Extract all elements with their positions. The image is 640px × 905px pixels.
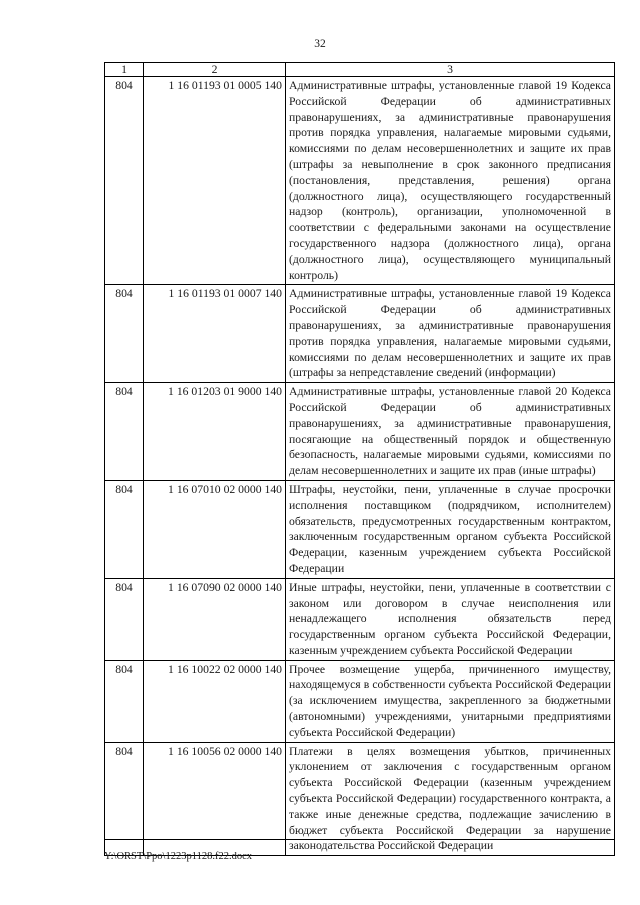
admin-code-cell: 804 bbox=[105, 480, 144, 578]
file-path-footer: Y:\ORST\Ppo\1223p1128.f22.docx bbox=[104, 851, 252, 862]
admin-code-cell: 804 bbox=[105, 660, 144, 742]
table-row bbox=[105, 77, 615, 285]
revenue-codes-table bbox=[104, 62, 615, 856]
header-col-1: 1 bbox=[105, 63, 144, 77]
description-cell: Иные штрафы, неустойки, пени, уплаченные в соответствии с законом или договором в случае неисполнения или ненадлежащего исполнения обязательств перед государственным органом субъекта Российской Федерации, казенным учреждением субъекта Российской Федерации bbox=[286, 578, 615, 660]
description-cell: Административные штрафы, установленные главой 20 Кодекса Российской Федерации об административных правонарушениях, за административные правонарушения, посягающие на общественный порядок и общественную безопасность, налагаемые мировыми судьями, комиссиями по делам несовершеннолетних и защите их прав (иные штрафы) bbox=[286, 383, 615, 481]
table-row bbox=[105, 285, 615, 383]
description-cell: Административные штрафы, установленные главой 19 Кодекса Российской Федерации об административных правонарушениях, за административные правонарушения против порядка управления, налагаемые мировыми судьями, комиссиями по делам несовершеннолетних и защите их прав (штрафы за непредставление сведений (информации) bbox=[286, 285, 615, 383]
header-col-3: 3 bbox=[286, 63, 615, 77]
description-cell: Штрафы, неустойки, пени, уплаченные в случае просрочки исполнения поставщиком (подрядчиком, исполнителем) обязательств, предусмотренных государственным контрактом, заключенным государственным органом субъекта Российской Федерации, казенным учреждением субъекта Российской Федерации bbox=[286, 480, 615, 578]
revenue-code-cell: 1 16 01193 01 0007 140 bbox=[144, 285, 286, 383]
table-row bbox=[105, 742, 615, 856]
table-header-row bbox=[105, 63, 615, 77]
header-col-2: 2 bbox=[144, 63, 286, 77]
description-cell: Прочее возмещение ущерба, причиненного имуществу, находящемуся в собственности субъекта Российской Федерации (за исключением имущества, закрепленного за бюджетными (автономными) учреждениями, унитарными предприятиями субъекта Российской Федерации) bbox=[286, 660, 615, 742]
table-row bbox=[105, 383, 615, 481]
revenue-codes-table-wrapper bbox=[104, 62, 614, 853]
revenue-code-cell: 1 16 01203 01 9000 140 bbox=[144, 383, 286, 481]
revenue-code-cell: 1 16 10022 02 0000 140 bbox=[144, 660, 286, 742]
admin-code-cell: 804 bbox=[105, 285, 144, 383]
table-row bbox=[105, 578, 615, 660]
page-number: 32 bbox=[314, 38, 326, 50]
admin-code-cell: 804 bbox=[105, 578, 144, 660]
table-row bbox=[105, 480, 615, 578]
admin-code-cell: 804 bbox=[105, 77, 144, 285]
table-row bbox=[105, 660, 615, 742]
admin-code-cell: 804 bbox=[105, 742, 144, 856]
revenue-code-cell: 1 16 07090 02 0000 140 bbox=[144, 578, 286, 660]
description-cell: Административные штрафы, установленные главой 19 Кодекса Российской Федерации об административных правонарушениях, за административные правонарушения против порядка управления, налагаемые мировыми судьями, комиссиями по делам несовершеннолетних и защите их прав (штрафы за невыполнение в срок законного предписания (постановления, представления, решения) органа (должностного лица), осуществляющего государственный надзор (контроль), организации, уполномоченной в соответствии с федеральными законами на осуществление государственного надзора (должностного лица), органа (должностного лица), осуществляющего муниципальный контроль) bbox=[286, 77, 615, 285]
revenue-code-cell: 1 16 01193 01 0005 140 bbox=[144, 77, 286, 285]
revenue-code-cell: 1 16 10056 02 0000 140 bbox=[144, 742, 286, 856]
description-cell: Платежи в целях возмещения убытков, причиненных уклонением от заключения с государственным органом субъекта Российской Федерации (казенным учреждением субъекта Российской Федерации) государственного контракта, а также иные денежные средства, подлежащие зачислению в бюджет субъекта Российской Федерации за нарушение законодательства Российской Федерации bbox=[286, 742, 615, 856]
admin-code-cell: 804 bbox=[105, 383, 144, 481]
revenue-code-cell: 1 16 07010 02 0000 140 bbox=[144, 480, 286, 578]
